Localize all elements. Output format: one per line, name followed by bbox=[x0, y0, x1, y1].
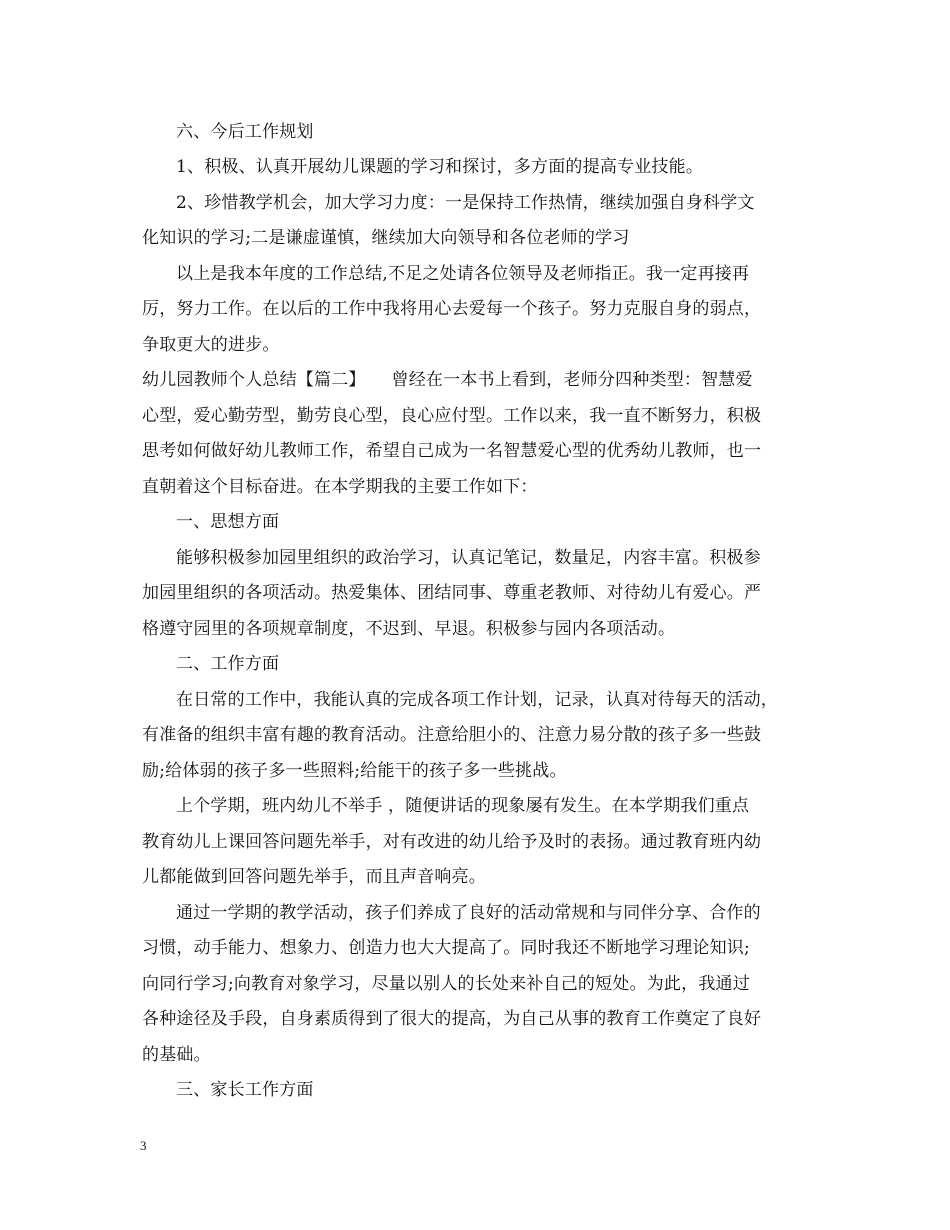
paragraph-line: 以上是我本年度的工作总结,不足之处请各位领导及老师指正。我一定再接再 bbox=[176, 264, 750, 284]
paragraph-line: 2、珍惜教学机会，加大学习力度：一是保持工作热情，继续加强自身科学文 bbox=[176, 193, 755, 213]
paragraph-line: 习惯，动手能力、想象力、创造力也大大提高了。同时我还不断地学习理论知识; bbox=[142, 938, 750, 958]
paragraph-line: 各种途径及手段，自身素质得到了很大的提高，为自己从事的教育工作奠定了良好 bbox=[142, 1009, 762, 1029]
section-heading: 二、工作方面 bbox=[176, 654, 280, 674]
paragraph-line: 有准备的组织丰富有趣的教育活动。注意给胆小的、注意力易分散的孩子多一些鼓 bbox=[142, 725, 762, 745]
article-title-line: 幼儿园教师个人总结【篇二】 曾经在一本书上看到，老师分四种类型：智慧爱 bbox=[142, 370, 753, 390]
paragraph-line: 通过一学期的教学活动，孩子们养成了良好的活动常规和与同伴分享、合作的 bbox=[176, 903, 761, 923]
paragraph-line: 向同行学习;向教育对象学习，尽量以别人的长处来补自己的短处。为此，我通过 bbox=[142, 974, 750, 994]
paragraph-line: 能够积极参加园里组织的政治学习，认真记笔记，数量足，内容丰富。积极参 bbox=[176, 548, 761, 568]
paragraph-line: 化知识的学习;二是谦虚谨慎，继续加大向领导和各位老师的学习 bbox=[142, 228, 630, 248]
paragraph-line: 格遵守园里的各项规章制度，不迟到、早退。积极参与园内各项活动。 bbox=[142, 619, 676, 639]
paragraph-line: 在日常的工作中，我能认真的完成各项工作计划，记录，认真对待每天的活动， bbox=[176, 690, 778, 710]
paragraph-line: 思考如何做好幼儿教师工作，希望自己成为一名智慧爱心型的优秀幼儿教师，也一 bbox=[142, 441, 762, 461]
paragraph-line: 1、积极、认真开展幼儿课题的学习和探讨，多方面的提高专业技能。 bbox=[176, 157, 704, 177]
paragraph-line: 争取更大的进步。 bbox=[142, 335, 280, 355]
paragraph-line: 教育幼儿上课回答问题先举手，对有改进的幼儿给予及时的表扬。通过教育班内幼 bbox=[142, 832, 762, 852]
section-heading: 三、家长工作方面 bbox=[176, 1080, 314, 1100]
paragraph-line: 上个学期，班内幼儿不举手 ，随便讲话的现象屡有发生。在本学期我们重点 bbox=[176, 796, 750, 816]
page-number: 3 bbox=[140, 1138, 147, 1153]
paragraph-line: 儿都能做到回答问题先举手，而且声音响亮。 bbox=[142, 867, 486, 887]
paragraph-line: 厉，努力工作。在以后的工作中我将用心去爱每一个孩子。努力克服自身的弱点， bbox=[142, 299, 762, 319]
paragraph-line: 心型，爱心勤劳型，勤劳良心型，良心应付型。工作以来，我一直不断努力，积极 bbox=[142, 406, 762, 426]
section-heading: 六、今后工作规划 bbox=[176, 122, 314, 142]
paragraph-line: 励;给体弱的孩子多一些照料;给能干的孩子多一些挑战。 bbox=[142, 761, 567, 781]
paragraph-line: 直朝着这个目标奋进。在本学期我的主要工作如下： bbox=[142, 477, 538, 497]
section-heading: 一、思想方面 bbox=[176, 512, 280, 532]
paragraph-line: 加园里组织的各项活动。热爱集体、团结同事、尊重老教师、对待幼儿有爱心。严 bbox=[142, 583, 762, 603]
paragraph-line: 的基础。 bbox=[142, 1045, 211, 1065]
